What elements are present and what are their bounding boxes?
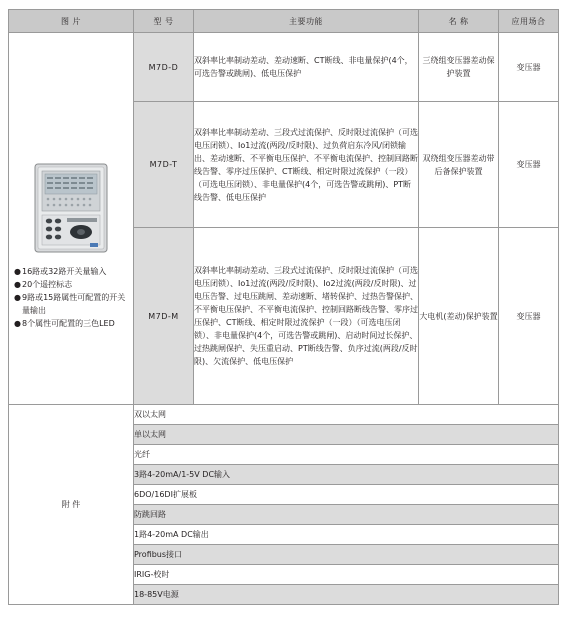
feature-item [14, 291, 133, 317]
picture-cell [9, 33, 134, 405]
accessory-item: 18-85V电源 [134, 585, 559, 605]
relay-device-illustration [34, 163, 108, 253]
feature-text: 8个属性可配置的三色LED [22, 319, 115, 328]
model-cell: M7D-D [134, 33, 194, 102]
product-row [9, 33, 559, 102]
feature-text: 9路或15路属性可配置的开关量输出 [22, 293, 126, 315]
accessory-item: 单以太网 [134, 425, 559, 445]
bullet-icon: ● [14, 280, 21, 289]
bullet-icon: ● [14, 319, 21, 328]
header-functions: 主要功能 [194, 10, 419, 33]
application-cell: 变压器 [499, 33, 559, 102]
feature-item [14, 317, 133, 330]
product-spec-table [8, 9, 559, 605]
accessory-item: 光纤 [134, 445, 559, 465]
bullet-icon: ● [14, 293, 21, 302]
feature-item [14, 265, 133, 278]
device-image [34, 163, 108, 253]
feature-item [14, 278, 133, 291]
model-cell: M7D-T [134, 102, 194, 228]
spec-table-wrapper [8, 9, 558, 605]
header-picture: 图 片 [9, 10, 134, 33]
bullet-icon: ● [14, 267, 21, 276]
accessories-label: 附 件 [9, 405, 134, 605]
application-cell: 变压器 [499, 228, 559, 405]
header-application: 应用场合 [499, 10, 559, 33]
accessory-item: 双以太网 [134, 405, 559, 425]
accessory-item: IRIG-校时 [134, 565, 559, 585]
model-cell: M7D-M [134, 228, 194, 405]
feature-text: 16路或32路开关量输入 [22, 267, 107, 276]
functions-cell: 双斜率比率制动差动、三段式过流保护、反时限过流保护（可选电压闭锁）、Io1过流(两段/反时限)、过负荷启东冷风/闭锁输出、差动速断、不平衡电压保护、不平衡电流保护、控制回路断线告警、零序过压保护、CT断线、相定时限过流保护（一段）（可选电压闭锁）、非电量保护(4个，可选告警或跳闸)、PT断线告警、低电压保护 [194, 102, 419, 228]
name-cell: 双绕组变压器差动带后备保护装置 [419, 102, 499, 228]
header-name: 名 称 [419, 10, 499, 33]
functions-cell: 双斜率比率制动差动、差动速断、CT断线、非电量保护(4个，可选告警或跳闸)、低电压保护 [194, 33, 419, 102]
accessory-item: 3路4-20mA/1-5V DC输入 [134, 465, 559, 485]
accessory-item: 6DO/16DI扩展板 [134, 485, 559, 505]
name-cell: 大电机(差动)保护装置 [419, 228, 499, 405]
header-model: 型 号 [134, 10, 194, 33]
application-cell: 变压器 [499, 102, 559, 228]
functions-cell: 双斜率比率制动差动、三段式过流保护、反时限过流保护（可选电压闭锁）、Io1过流(两段/反时限)、Io2过流(两段/反时限)、过电压告警、过电压跳闸、差动速断、堵转保护、过热告警保护、不平衡电压保护、不平衡电流保护、控制回路断线告警、零序过压保护、CT断线、相定时限过流保护（一段）（可选电压闭锁）、非电量保护(4个，可选告警或跳闸)、启动时间过长保护、过热跳闸保护、失压重启动、PT断线告警、负序过流(两段/反时限)、欠流保护、低电压保护 [194, 228, 419, 405]
feature-text: 20个遥控标志 [22, 280, 73, 289]
accessory-item: 1路4-20mA DC输出 [134, 525, 559, 545]
header-row [9, 10, 559, 33]
accessory-item: 防跳回路 [134, 505, 559, 525]
accessory-row [9, 405, 559, 425]
accessory-item: Profibus接口 [134, 545, 559, 565]
name-cell: 三绕组变压器差动保护装置 [419, 33, 499, 102]
feature-list [9, 265, 133, 330]
